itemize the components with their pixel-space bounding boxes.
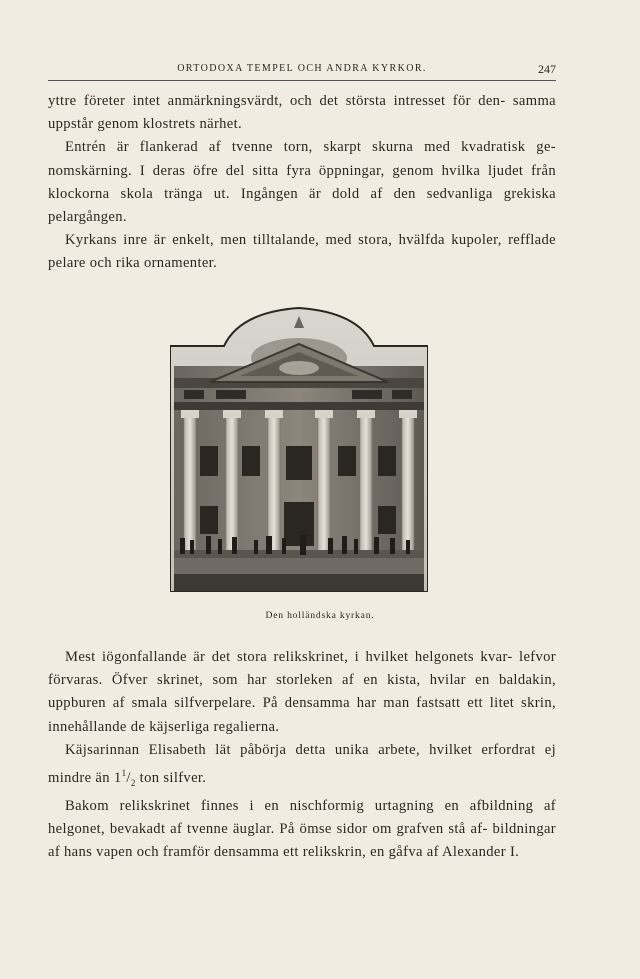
figure-caption: Den holländska kyrkan. (265, 610, 375, 621)
paragraph-empress (48, 739, 556, 795)
paragraph-entrance: Entrén är flankerad af tvenne torn, skarpt skurna med kvadratisk ge- nomskärning. I deras öfre del sitta fyra öppningar, genom hvilka ljudet från klockorna skola tränga ut. Ingången är dold af den sedvanliga grekiska pelargången. (48, 139, 556, 226)
header-rule (48, 80, 556, 81)
fraction-numerator: 1 (121, 768, 127, 779)
empress-text: Käjsarinnan Elisabeth lät påbörja detta unika arbete, hvilket erfordrat ej mindre än 1 (48, 741, 556, 786)
church-facade-photo-icon (170, 306, 428, 592)
lower-text-block (48, 646, 556, 865)
paragraph-interior: Kyrkans inre är enkelt, men tilltalande, med stora, hvälfda kupoler, refflade pelare och rika ornamenter. (48, 232, 556, 272)
empress-text-end: ton silfver. (135, 769, 207, 786)
paragraph-continuation: yttre företer intet anmärkningsvärdt, och det största intresset för den- samma uppstår genom klostrets närhet. (48, 93, 556, 133)
fraction-denominator: 2 (130, 777, 136, 788)
paragraph-niche: Bakom relikskrinet finnes i en nischformig urtagning en afbildning af helgonet, bevakadt af tvenne äuglar. På ömse sidor om grafven stå af- bildningar af hans vapen och framför densamma ett relikskrin, en gåfva af Alexander I. (48, 797, 556, 861)
fraction-slash: / (126, 769, 131, 786)
page-number: 247 (538, 62, 556, 76)
running-title: ORTODOXA TEMPEL OCH ANDRA KYRKOR. (177, 63, 427, 74)
paragraph-reliquary: Mest iögonfallande är det stora relikskrinet, i hvilket helgonets kvar- lefvor förvaras. Öfver skrinet, som har storleken af en kista, hvilar en baldakin, uppburen af smala silfverpelare. På densamma har man fastsatt ett litet skrin, innehållande de käjserliga regalierna. (48, 649, 556, 735)
running-head (48, 62, 556, 80)
church-photo (170, 306, 428, 592)
upper-text-block (48, 90, 556, 276)
